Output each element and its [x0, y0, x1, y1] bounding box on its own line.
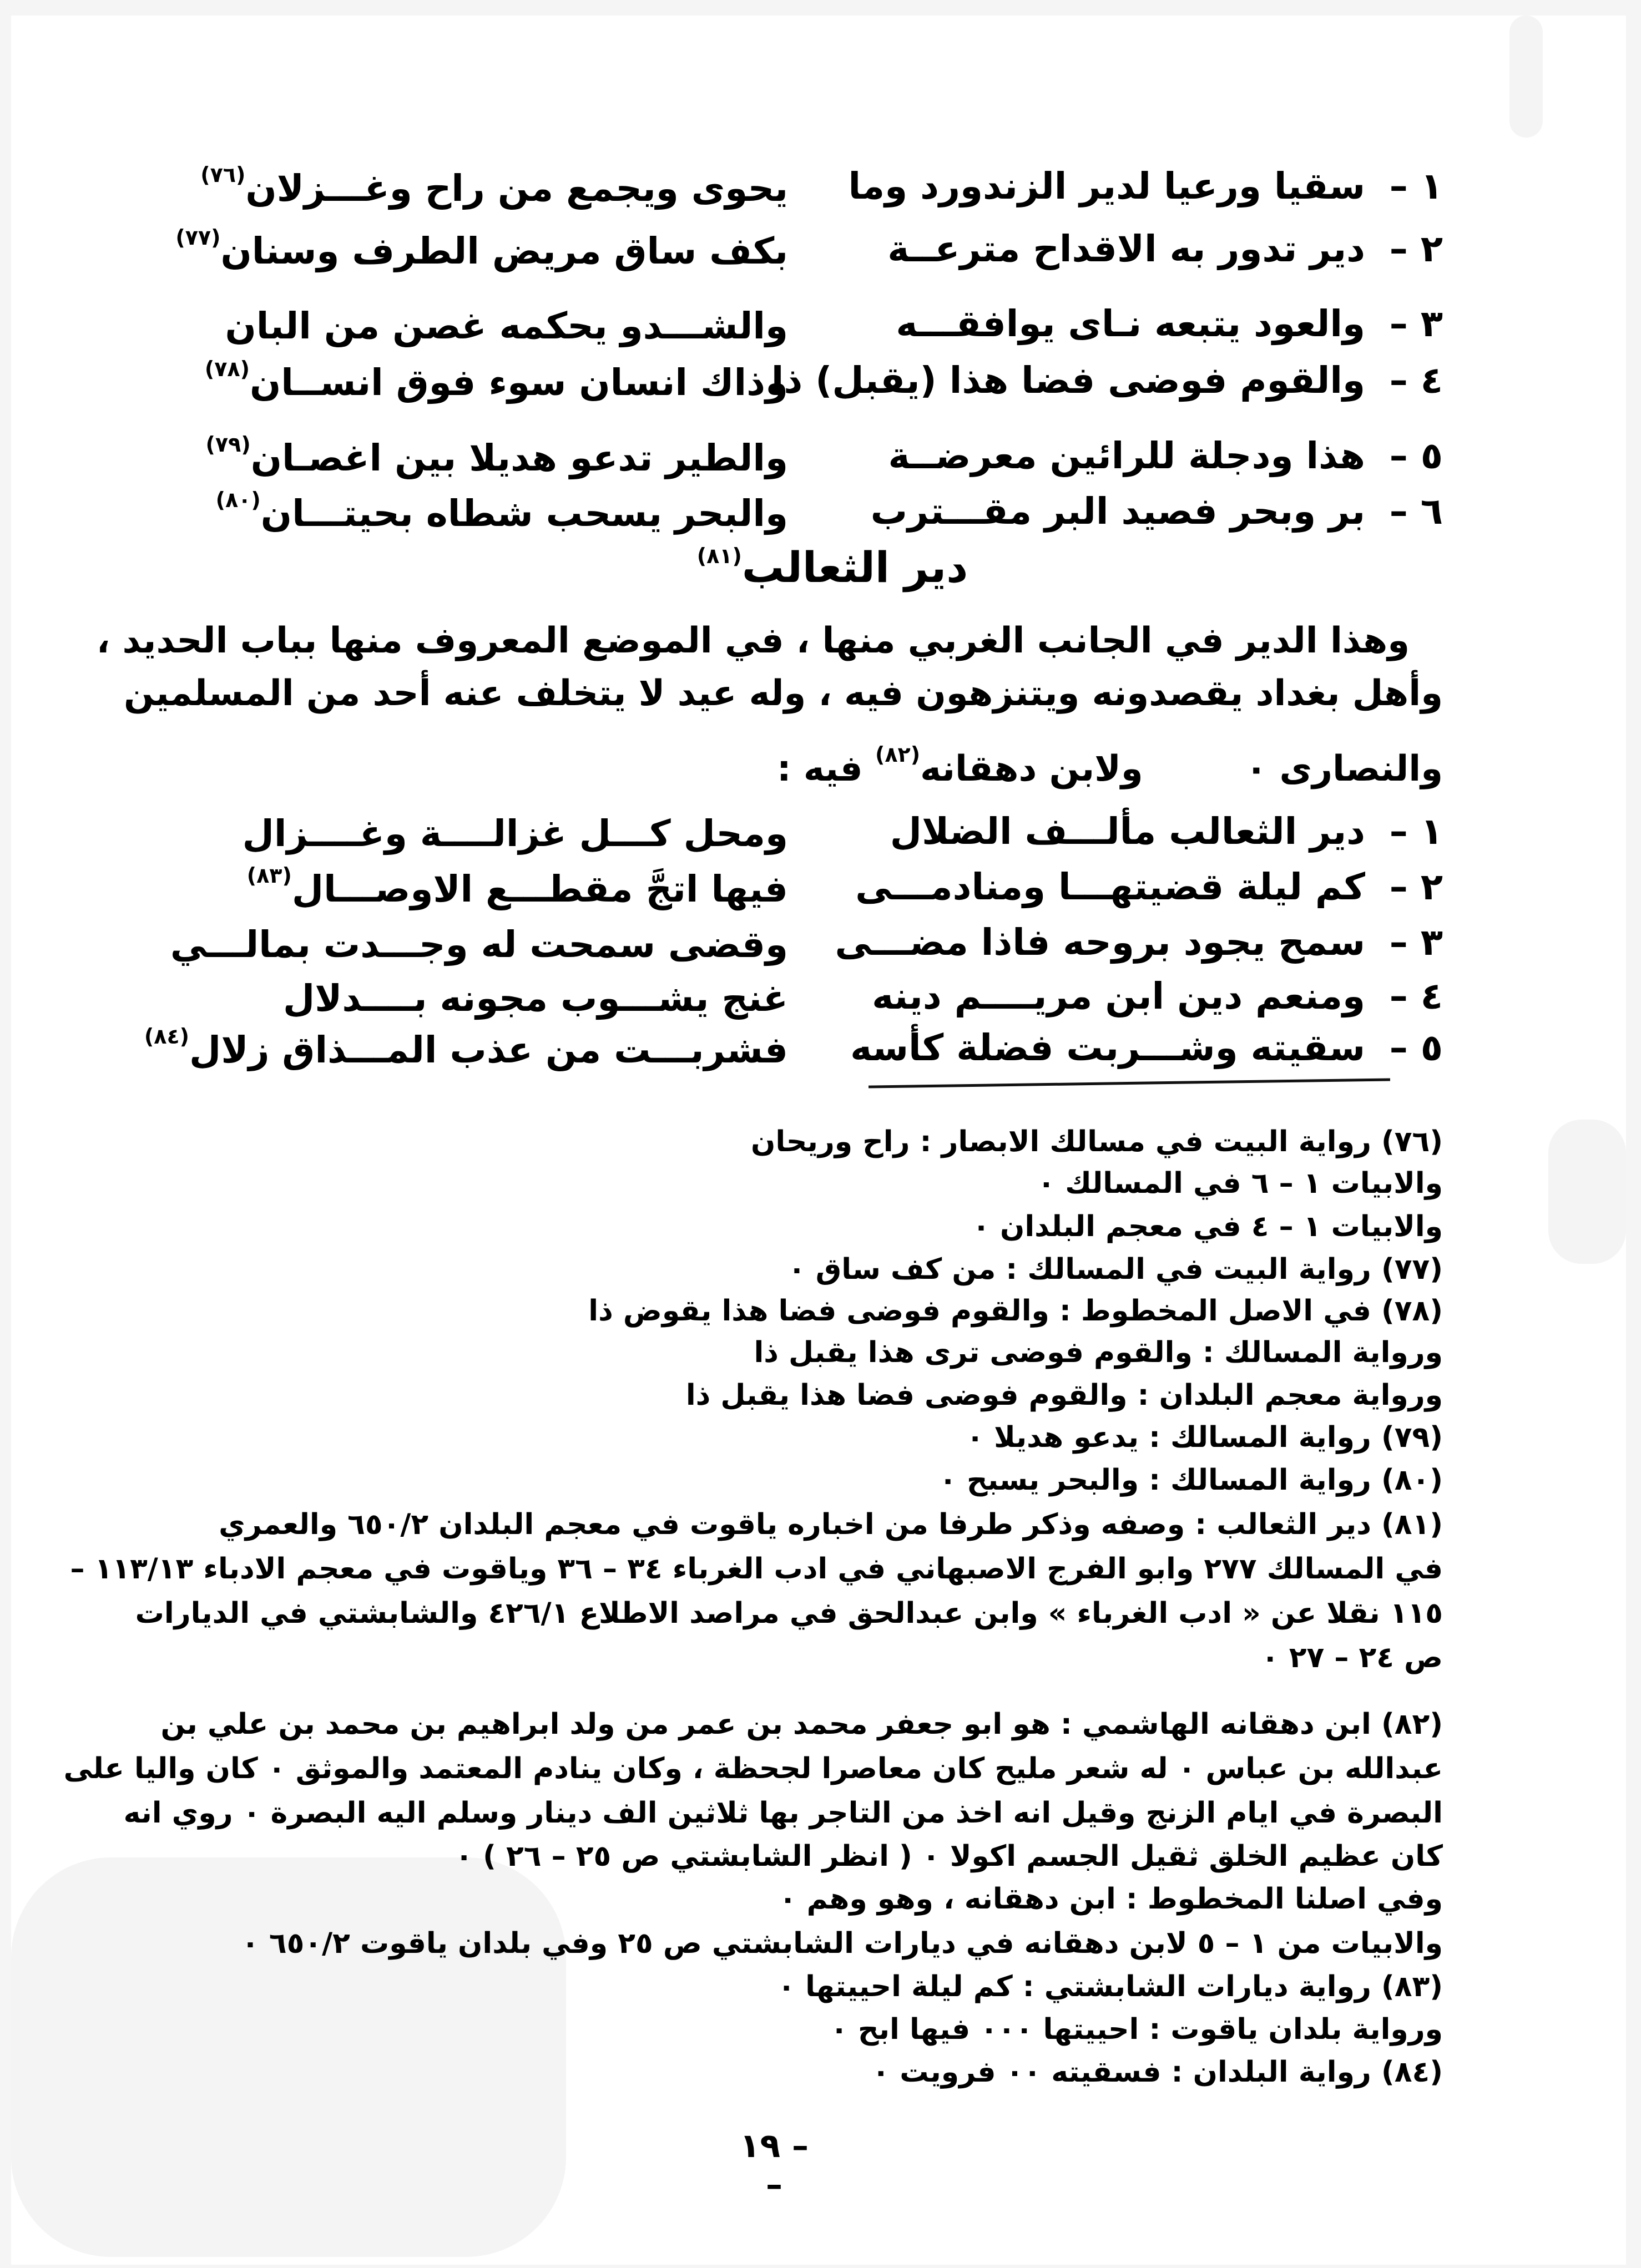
verse-row [144, 1022, 1443, 1072]
verse-row [155, 971, 1443, 1021]
verse-first-hemistich: بر وبحر فصيد البر مقـــترب [870, 489, 1365, 533]
verse-first-hemistich: دير تدور به الاقداح مترعــة [887, 227, 1365, 270]
footnote-line: ص ٢٤ – ٢٧ ٠ [1261, 1641, 1443, 1674]
footnote-line: كان عظيم الخلق ثقيل الجسم اكولا ٠ ( انظر الشابشتي ص ٢٥ – ٢٦ ) ٠ [455, 1840, 1443, 1873]
footnote-ref: (٨٢) [875, 742, 921, 767]
verse-row [155, 862, 1443, 912]
paragraph-line [150, 742, 1443, 789]
footnote-line: (٧٦) رواية البيت في مسالك الابصار : راح وريحان [750, 1125, 1443, 1158]
verse-second-hemistich: فيها اتجَّ مقطـــع الاوصـــال$^{(٨٣)}$ [246, 863, 788, 910]
verse-number: ٤ – [1389, 358, 1443, 402]
footnote-line: ورواية بلدان ياقوت : احييتها ٠٠٠ فيها ابح ٠ [830, 2013, 1443, 2046]
footnote-line: في المسالك ٢٧٧ وابو الفرج الاصبهاني في ادب الغرباء ٣٤ – ٣٦ وياقوت في معجم الادباء ١١٣/١٣ – [70, 1552, 1443, 1586]
verse-first-hemistich: ومنعم دين ابن مريــــم دينه [872, 974, 1365, 1017]
verse-second-hemistich: يحوى ويجمع من راح وغـــزلان$^{(٧٦)}$ [200, 162, 788, 210]
footnote-ref: (٧٦) [200, 162, 246, 187]
poem-intro: ولابن دهقانه$^{(٨٢)}$ فيه : [776, 742, 1143, 789]
footnote-line: البصرة في ايام الزنج وقيل انه اخذ من التاجر بها ثلاثين الف دينار وسلم اليه البصرة ٠ روي انه [123, 1796, 1443, 1830]
footnote-line: (٧٩) رواية المسالك : يدعو هديلا ٠ [966, 1421, 1443, 1454]
verse-row [155, 298, 1443, 348]
verse-first-hemistich: سمح يجود بروحه فاذا مضـــى [835, 920, 1365, 964]
footnote-line: والابيات ١ – ٤ في معجم البلدان ٠ [972, 1210, 1443, 1243]
footnote-ref: (٨٣) [246, 863, 292, 888]
verse-number: ٥ – [1389, 434, 1443, 477]
footnote-ref: (٧٨) [204, 356, 250, 381]
verse-second-hemistich: والطير تدعو هديلا بين اغصـان$^{(٧٩)}$ [205, 432, 788, 479]
verse-number: ٣ – [1389, 920, 1443, 964]
footnote-line: والابيات من ١ – ٥ لابن دهقانه في ديارات الشابشتي ص ٢٥ وفي بلدان ياقوت ٦٥٠/٢ ٠ [241, 1927, 1443, 1960]
verse-second-hemistich: والبحر يسحب شطاه بحيتـــان$^{(٨٠)}$ [215, 487, 788, 535]
footnote-ref: (٨١) [696, 544, 742, 568]
section-title: دير الثعالب$^{(٨١)}$ [696, 543, 968, 592]
verse-row [155, 161, 1443, 211]
verse-first-hemistich: كم ليلة قضيتهـــا ومنادمـــى [855, 865, 1365, 908]
verse-second-hemistich: والشـــدو يحكمه غصن من البان [225, 304, 788, 347]
footnote-line: (٨٤) رواية البلدان : فسقيته ٠٠ فرويت ٠ [872, 2056, 1443, 2089]
scan-smudge [1548, 1120, 1626, 1264]
paragraph-line-end: والنصارى ٠ [1245, 748, 1443, 789]
footnote-divider [869, 1078, 1390, 1088]
footnote-line: ورواية معجم البلدان : والقوم فوضى فضا هذا يقبل ذا [685, 1379, 1443, 1412]
footnote-line: وفي اصلنا المخطوط : ابن دهقانه ، وهو وهم ٠ [779, 1882, 1443, 1916]
verse-row [155, 806, 1443, 856]
verse-second-hemistich: وذاك انسان سوء فوق انســان$^{(٧٨)}$ [204, 356, 788, 404]
scan-smudge [1509, 16, 1543, 138]
verse-number: ٤ – [1389, 974, 1443, 1017]
paragraph-line: وهذا الدير في الجانب الغربي منها ، في الموضع المعروف منها بباب الحديد ، [96, 620, 1410, 661]
footnote-ref: (٨٤) [144, 1024, 190, 1049]
verse-number: ١ – [1389, 164, 1443, 207]
verse-first-hemistich: سقيته وشـــربت فضلة كأسه [850, 1026, 1365, 1069]
footnote-line: عبدالله بن عباس ٠ له شعر مليح كان معاصرا لجحظة ، وكان ينادم المعتمد والموثق ٠ كان واليا على [63, 1752, 1443, 1785]
footnote-line: (٨١) دير الثعالب : وصفه وذكر طرفا من اخباره ياقوت في معجم البلدان ٦٥٠/٢ والعمري [219, 1508, 1443, 1541]
verse-second-hemistich: بكف ساق مريض الطرف وسنان$^{(٧٧)}$ [175, 225, 788, 272]
footnote-line: ورواية المسالك : والقوم فوضى ترى هذا يقبل ذا [754, 1336, 1443, 1369]
verse-row [155, 224, 1443, 274]
verse-number: ٦ – [1389, 489, 1443, 533]
footnote-line: والابيات ١ – ٦ في المسالك ٠ [1037, 1167, 1443, 1200]
footnote-ref: (٧٩) [205, 432, 251, 457]
verse-first-hemistich: والقوم فوضى فضا هذا (يقبل) ذا [771, 358, 1365, 402]
verse-row [155, 917, 1443, 967]
page-number: – ١٩ – [739, 2127, 809, 2204]
footnote-line: (٨٠) رواية المسالك : والبحر يسبح ٠ [939, 1464, 1443, 1497]
footnote-line: (٨٣) رواية ديارات الشابشتي : كم ليلة احييتها ٠ [777, 1970, 1443, 2003]
footnote-ref: (٧٧) [175, 225, 221, 250]
verse-row [155, 486, 1443, 536]
verse-row [155, 355, 1443, 405]
verse-first-hemistich: والعود يتبعه نـاى يوافقـــه [896, 302, 1365, 345]
verse-first-hemistich: سقيا ورعيا لدير الزندورد وما [848, 164, 1365, 207]
verse-first-hemistich: دير الثعالب مألـــف الضلال [890, 809, 1365, 853]
verse-first-hemistich: هذا ودجلة للرائين معرضــة [888, 434, 1365, 477]
verse-row [155, 431, 1443, 480]
footnote-line: (٧٧) رواية البيت في المسالك : من كف ساق ٠ [787, 1253, 1443, 1286]
verse-second-hemistich: وقضى سمحت له وجـــدت بمالـــي [170, 923, 788, 966]
footnote-line: (٨٢) ابن دهقانه الهاشمي : هو ابو جعفر محمد بن عمر من ولد ابراهيم بن محمد بن علي بن [160, 1708, 1443, 1741]
verse-second-hemistich: غنج يشـــوب مجونه بــــدلال [282, 976, 788, 1020]
footnote-line: ١١٥ نقلا عن « ادب الغرباء » وابن عبدالحق في مراصد الاطلاع ٤٢٦/١ والشابشتي في الديارات [135, 1597, 1443, 1630]
verse-number: ١ – [1389, 809, 1443, 853]
scanned-page [11, 16, 1626, 2265]
footnote-ref: (٨٠) [215, 487, 261, 512]
verse-number: ٥ – [1389, 1026, 1443, 1069]
verse-number: ٢ – [1389, 227, 1443, 270]
verse-second-hemistich: فشربـــت من عذب المـــذاق زلال$^{(٨٤)}$ [144, 1024, 788, 1071]
verse-number: ٢ – [1389, 865, 1443, 908]
footnote-line: (٧٨) في الاصل المخطوط : والقوم فوضى فضا هذا يقوض ذا [588, 1294, 1443, 1328]
verse-second-hemistich: ومحل كـــل غزالــــة وغــــزال [242, 812, 788, 855]
paragraph-line: وأهل بغداد يقصدونه ويتنزهون فيه ، وله عيد لا يتخلف عنه أحد من المسلمين [123, 673, 1443, 714]
verse-number: ٣ – [1389, 302, 1443, 345]
